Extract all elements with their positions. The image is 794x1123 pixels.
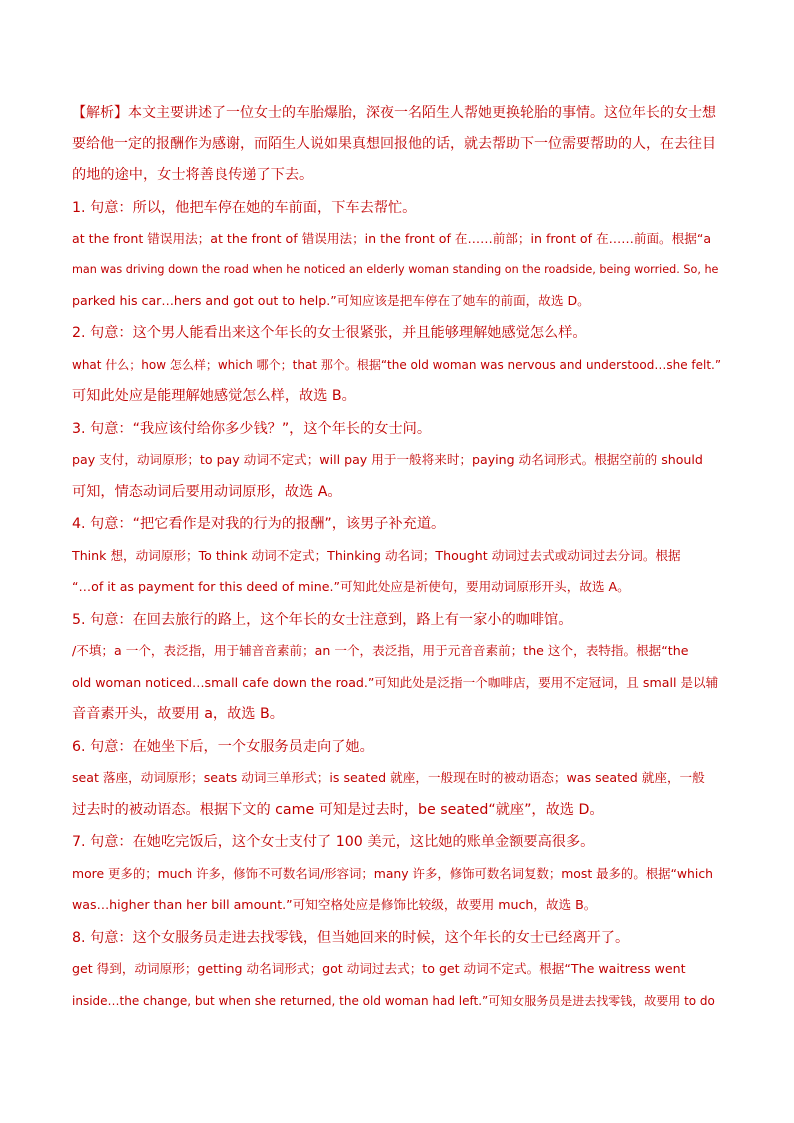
item-7-explain-1: more 更多的；much 许多，修饰不可数名词/形容词；many 许多，修饰可数名词复数；most 最多的。根据“which	[72, 866, 714, 881]
item-8-explain-2: inside…the change, but when she returned, the old woman had left.”可知女服务员是进去找零钱，故要用 to do	[72, 994, 715, 1008]
item-4-explain-1: Think 想，动词原形；To think 动词不定式；Thinking 动名词；Thought 动词过去式或动词过去分词。根据	[72, 548, 681, 563]
item-6-explain-1: seat 落座，动词原形；seats 动词三单形式；is seated 就座，一般现在时的被动语态；was seated 就座，一般	[72, 770, 705, 785]
item-5-explain-2: old woman noticed…small cafe down the road.”可知此处是泛指一个咖啡店，要用不定冠词，且 small 是以辅	[72, 675, 719, 690]
item-1-meaning: 1. 句意：所以，他把车停在她的车前面，下车去帮忙。	[72, 200, 417, 216]
item-3-explain-1: pay 支付，动词原形；to pay 动词不定式；will pay 用于一般将来时；paying 动名词形式。根据空前的 should	[72, 452, 703, 467]
item-7-meaning: 7. 句意：在她吃完饭后，这个女士支付了 100 美元，这比她的账单金额要高很多。	[72, 834, 595, 850]
item-7-explain-2: was…higher than her bill amount.”可知空格处应是修饰比较级，故要用 much，故选 B。	[72, 897, 597, 912]
item-5-explain-3: 音音素开头，故要用 a，故选 B。	[72, 706, 284, 722]
item-4-meaning: 4. 句意：“把它看作是对我的行为的报酬”，该男子补充道。	[72, 516, 446, 532]
item-5-meaning: 5. 句意：在回去旅行的路上，这个年长的女士注意到，路上有一家小的咖啡馆。	[72, 612, 573, 628]
item-2-meaning: 2. 句意：这个男人能看出来这个年长的女士很紧张，并且能够理解她感觉怎么样。	[72, 325, 587, 341]
intro-line-3: 的地的途中，女士将善良传递了下去。	[72, 167, 314, 183]
item-1-explain-1: at the front 错误用法；at the front of 错误用法；in the front of 在……前部；in front of 在……前面。根据“a	[72, 231, 712, 246]
intro-line-2: 要给他一定的报酬作为感谢，而陌生人说如果真想回报他的话，就去帮助下一位需要帮助的人，在去往目	[72, 136, 716, 152]
item-2-explain-1: what 什么；how 怎么样；which 哪个；that 那个。根据“the old woman was nervous and understood…she felt.”	[72, 358, 722, 372]
analysis-label: 【解析】	[72, 105, 128, 121]
item-2-explain-2: 可知此处应是能理解她感觉怎么样，故选 B。	[72, 388, 356, 404]
item-4-explain-2: “…of it as payment for this deed of mine.”可知此处应是祈使句，要用动词原形开头，故选 A。	[72, 579, 630, 594]
item-8-meaning: 8. 句意：这个女服务员走进去找零钱，但当她回来的时候，这个年长的女士已经离开了。	[72, 930, 630, 946]
item-3-explain-2: 可知，情态动词后要用动词原形，故选 A。	[72, 484, 342, 500]
item-1-explain-2: man was driving down the road when he noticed an elderly woman standing on the roadside, being worried. So, he	[72, 263, 719, 276]
item-6-explain-2: 过去时的被动语态。根据下文的 came 可知是过去时，be seated“就座”，故选 D。	[72, 802, 604, 818]
item-3-meaning: 3. 句意：“我应该付给你多少钱？”，这个年长的女士问。	[72, 421, 432, 437]
item-1-explain-3: parked his car…hers and got out to help.”可知应该是把车停在了她车的前面，故选 D。	[72, 293, 590, 308]
item-5-explain-1: /不填；a 一个，表泛指，用于辅音音素前；an 一个，表泛指，用于元音音素前；the 这个，表特指。根据“the	[72, 643, 689, 658]
intro-line-1	[72, 103, 716, 123]
item-6-meaning: 6. 句意：在她坐下后，一个女服务员走向了她。	[72, 739, 374, 755]
intro-text-1: 本文主要讲述了一位女士的车胎爆胎，深夜一名陌生人帮她更换轮胎的事情。这位年长的女士想	[128, 105, 716, 121]
item-8-explain-1: get 得到，动词原形；getting 动名词形式；got 动词过去式；to get 动词不定式。根据“The waitress went	[72, 961, 686, 976]
